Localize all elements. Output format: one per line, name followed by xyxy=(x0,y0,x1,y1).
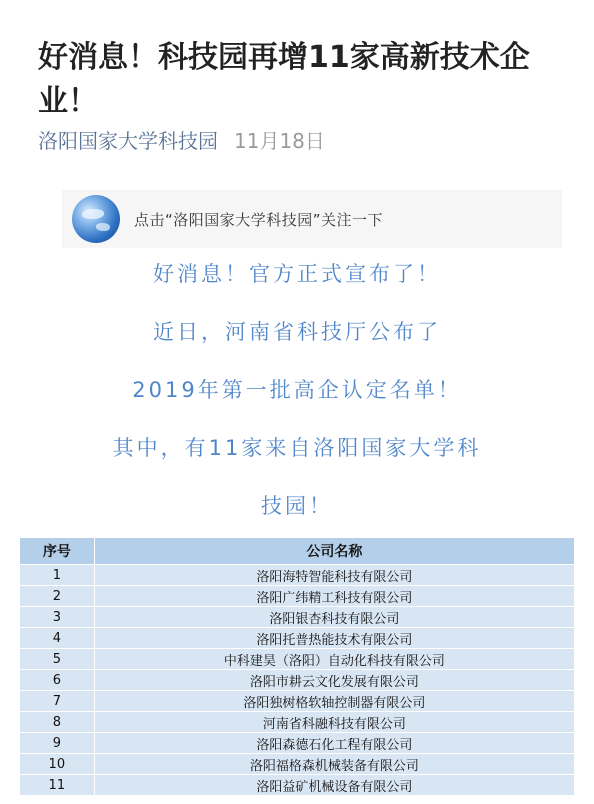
table-row xyxy=(20,775,575,796)
article-meta xyxy=(38,126,325,156)
row-company: 洛阳独树格软轴控制器有限公司 xyxy=(94,691,574,712)
table-row xyxy=(20,586,575,607)
account-name-link[interactable]: 洛阳国家大学科技园 xyxy=(38,129,218,153)
announcement-line: 其中，有11家来自洛阳国家大学科 xyxy=(112,436,482,460)
table-row xyxy=(20,565,575,586)
row-index: 2 xyxy=(20,586,95,607)
row-index: 8 xyxy=(20,712,95,733)
publish-date: 11月18日 xyxy=(234,129,325,153)
row-index: 1 xyxy=(20,565,95,586)
row-index: 5 xyxy=(20,649,95,670)
row-index: 3 xyxy=(20,607,95,628)
row-company: 洛阳福格森机械装备有限公司 xyxy=(94,754,574,775)
table-body xyxy=(20,565,575,796)
row-company: 中科建昊（洛阳）自动化科技有限公司 xyxy=(94,649,574,670)
table-row xyxy=(20,691,575,712)
row-company: 洛阳市耕云文化发展有限公司 xyxy=(94,670,574,691)
table-row xyxy=(20,712,575,733)
row-index: 10 xyxy=(20,754,95,775)
row-company: 洛阳银杏科技有限公司 xyxy=(94,607,574,628)
header-company-name: 公司名称 xyxy=(94,538,574,565)
announcement-line: 2019年第一批高企认定名单！ xyxy=(132,378,462,402)
follow-banner[interactable] xyxy=(62,190,562,248)
row-company: 洛阳益矿机械设备有限公司 xyxy=(94,775,574,796)
row-company: 河南省科融科技有限公司 xyxy=(94,712,574,733)
table-row xyxy=(20,649,575,670)
row-index: 6 xyxy=(20,670,95,691)
row-company: 洛阳托普热能技术有限公司 xyxy=(94,628,574,649)
row-company: 洛阳海特智能科技有限公司 xyxy=(94,565,574,586)
table-row xyxy=(20,670,575,691)
row-index: 11 xyxy=(20,775,95,796)
table-row xyxy=(20,607,575,628)
row-index: 4 xyxy=(20,628,95,649)
announcement-line: 技园！ xyxy=(261,494,333,518)
company-table xyxy=(19,537,575,796)
globe-icon xyxy=(72,195,120,243)
table-row xyxy=(20,733,575,754)
company-table-container xyxy=(19,537,575,796)
announcement-line: 近日，河南省科技厅公布了 xyxy=(153,320,441,344)
row-company: 洛阳森德石化工程有限公司 xyxy=(94,733,574,754)
row-company: 洛阳广纬精工科技有限公司 xyxy=(94,586,574,607)
article-title: 好消息！科技园再增11家高新技术企业！ xyxy=(38,40,530,119)
table-row xyxy=(20,628,575,649)
row-index: 9 xyxy=(20,733,95,754)
table-row xyxy=(20,754,575,775)
follow-banner-text: 点击“洛阳国家大学科技园”关注一下 xyxy=(134,210,384,229)
table-header-row xyxy=(20,538,575,565)
announcement-line: 好消息！官方正式宣布了！ xyxy=(153,262,441,286)
header-index: 序号 xyxy=(20,538,95,565)
row-index: 7 xyxy=(20,691,95,712)
